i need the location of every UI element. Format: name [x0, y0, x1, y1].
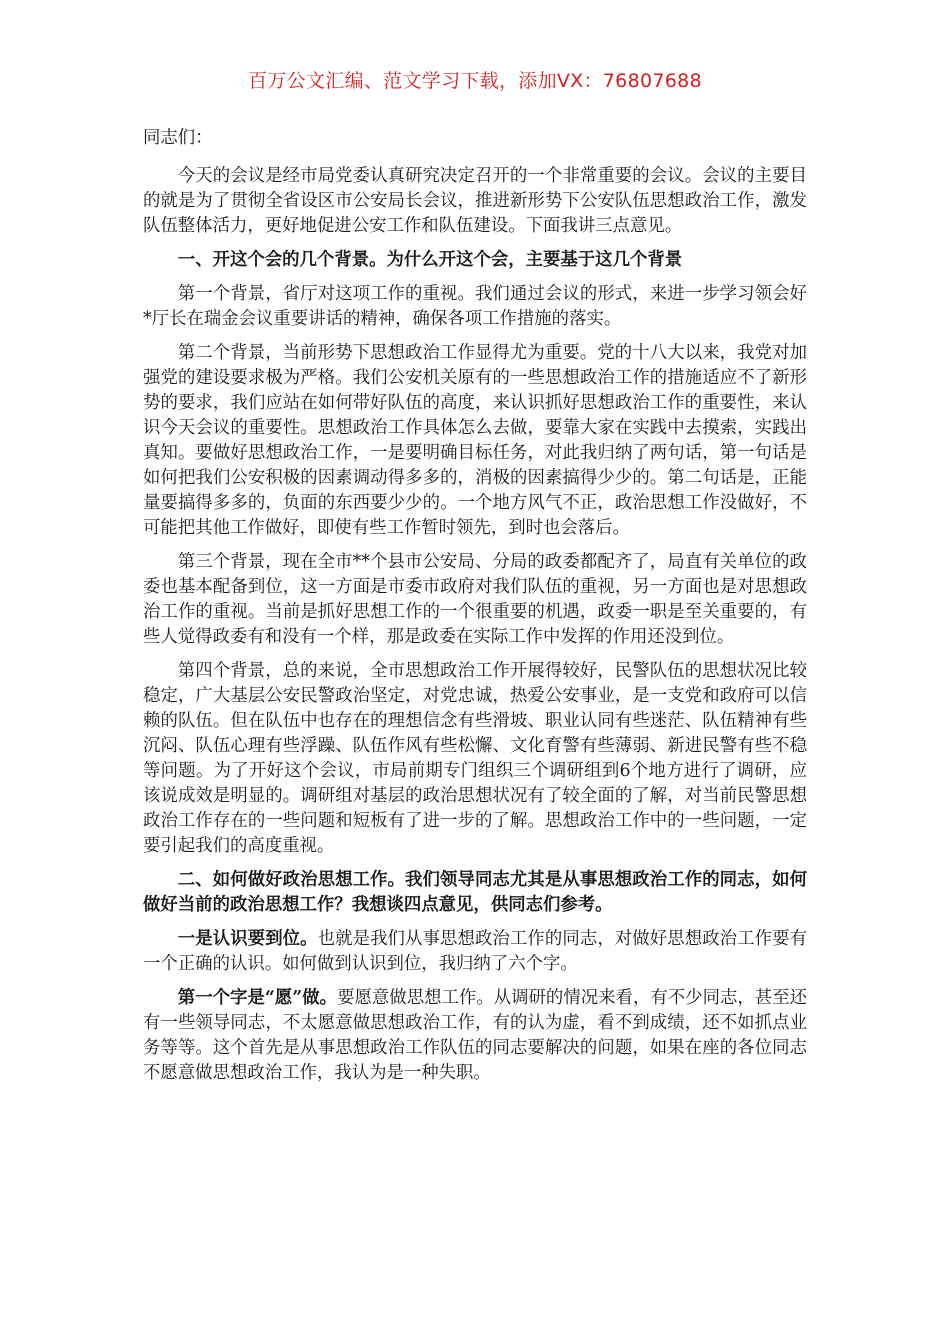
paragraph-background-2: 第二个背景，当前形势下思想政治工作显得尤为重要。党的十八大以来，我党对加强党的建设要求极为严格。我们公安机关原有的一些思想政治工作的措施适应不了新形势的要求，我们应站在如何带好队伍的高度，来认识抓好思想政治工作的重要性，来认识今天会议的重要性。思想政治工作具体怎么去做，要靠大家在实践中去摸索，实践出真知。要做好思想政治工作，一是要明确目标任务，对此我归纳了两句话，第一句话是如何把我们公安积极的因素调动得多多的，消极的因素搞得少少的。第二句话是，正能量要搞得多多的，负面的东西要少少的。一个地方风气不正，政治思想工作没做好，不可能把其他工作做好，即使有些工作暂时领先，到时也会落后。 — [143, 343, 807, 538]
paragraph-point-1-word-1 — [143, 986, 807, 1086]
paragraph-text: 也就是我们从事思想政治工作的同志，对做好思想政治工作要有一个正确的认识。如何做到认识到位，我归纳了六个字。 — [143, 929, 807, 974]
watermark-banner: 百万公文汇编、范文学习下载，添加VX：76807688 — [248, 70, 702, 92]
paragraph-background-3: 第三个背景，现在全市**个县市公安局、分局的政委都配齐了，局直有关单位的政委也基本配备到位，这一方面是市委市政府对我们队伍的重视，另一方面也是对思想政治工作的重视。当前是抓好思想工作的一个很重要的机遇，政委一职是至关重要的，有些人觉得政委有和没有一个样，那是政委在实际工作中发挥的作用还没到位。 — [143, 552, 807, 647]
paragraph-text: 要愿意做思想工作。从调研的情况来看，有不少同志，甚至还有一些领导同志，不太愿意做思想政治工作，有的认为虚，看不到成绩，还不如抓点业务等等。这个首先是从事思想政治工作队伍的同志要解决的问题，如果在座的各位同志不愿意做思想政治工作，我认为是一种失职。 — [143, 988, 807, 1083]
section-heading-2: 二、如何做好政治思想工作。我们领导同志尤其是从事思想政治工作的同志，如何做好当前的政治思想工作？我想谈四点意见，供同志们参考。 — [143, 870, 807, 915]
paragraph-lead: 第一个字是“愿”做。 — [177, 988, 338, 1008]
paragraph-intro: 今天的会议是经市局党委认真研究决定召开的一个非常重要的会议。会议的主要目的就是为了贯彻全省设区市公安局长会议，推进新形势下公安队伍思想政治工作，激发队伍整体活力，更好地促进公安工作和队伍建设。下面我讲三点意见。 — [143, 166, 807, 236]
section-heading-1: 一、开这个会的几个背景。为什么开这个会，主要基于这几个背景 — [177, 250, 683, 270]
salutation: 同志们： — [143, 128, 213, 148]
paragraph-background-4: 第四个背景，总的来说，全市思想政治工作开展得较好，民警队伍的思想状况比较稳定，广大基层公安民警政治坚定，对党忠诚，热爱公安事业，是一支党和政府可以信赖的队伍。但在队伍中也存在的理想信念有些滑坡、职业认同有些迷茫、队伍精神有些沉闷、队伍心理有些浮躁、队伍作风有些松懈、文化育警有些薄弱、新进民警有些不稳等问题。为了开好这个会议，市局前期专门组织三个调研组到6个地方进行了调研，应该说成效是明显的。调研组对基层的政治思想状况有了较全面的了解，对当前民警思想政治工作存在的一些问题和短板有了进一步的了解。思想政治工作中的一些问题，一定要引起我们的高度重视。 — [143, 661, 807, 856]
paragraph-background-1: 第一个背景，省厅对这项工作的重视。我们通过会议的形式，来进一步学习领会好*厅长在瑞金会议重要讲话的精神，确保各项工作措施的落实。 — [143, 284, 807, 329]
document-body — [143, 126, 807, 1095]
paragraph-lead: 一是认识要到位。 — [177, 929, 318, 949]
paragraph-point-1 — [143, 927, 807, 977]
